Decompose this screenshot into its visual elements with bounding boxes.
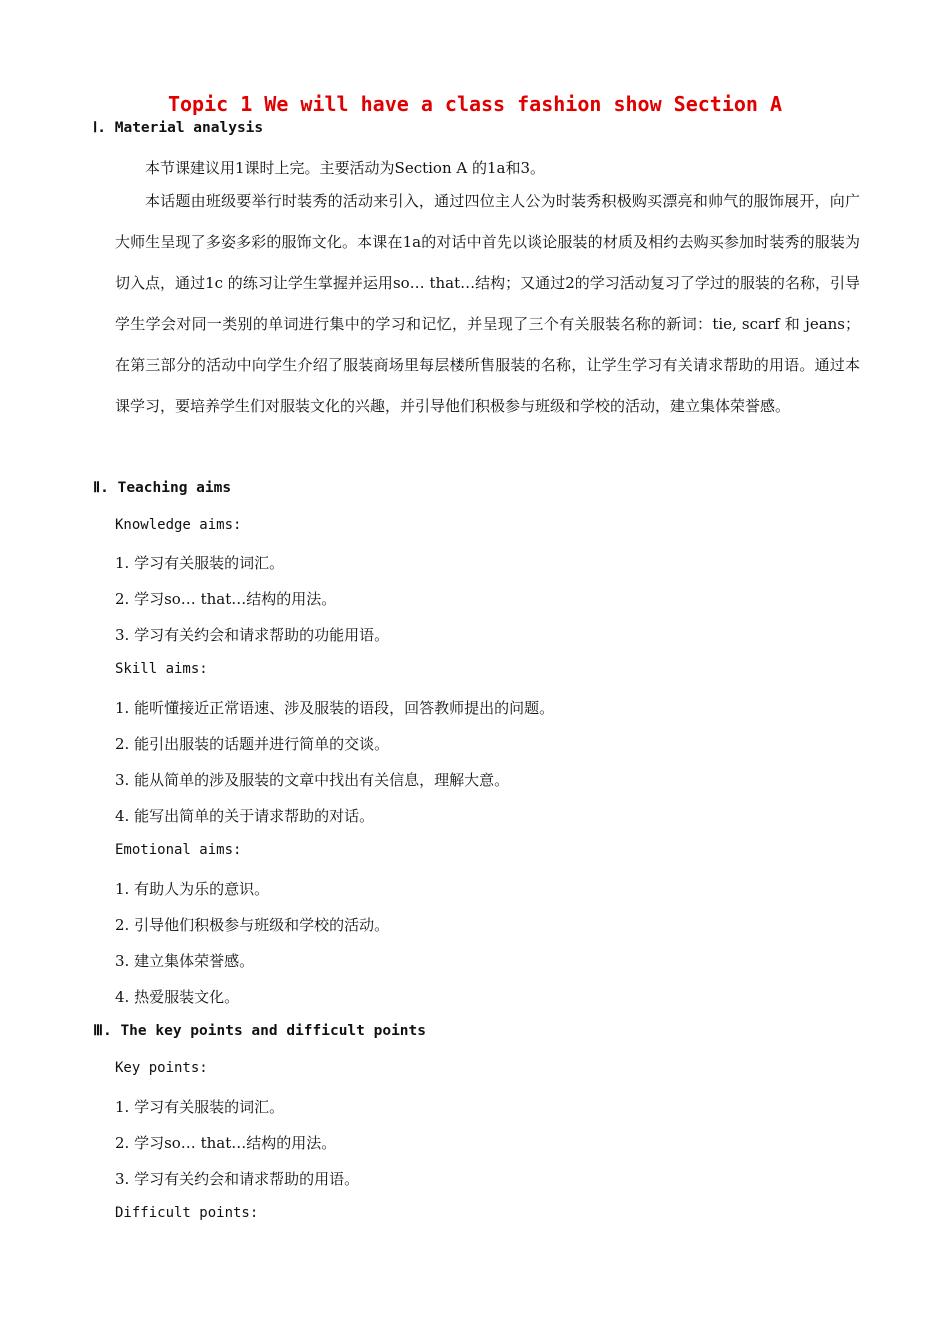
list-item: 4. 能写出简单的关于请求帮助的对话。 <box>115 807 375 825</box>
list-item: 1. 有助人为乐的意识。 <box>115 880 270 898</box>
paragraph-topic-intro: 本话题由班级要举行时装秀的活动来引入，通过四位主人公为时装秀积极购买漂亮和帅气的服饰展开，向广大师生呈现了多姿多彩的服饰文化。本课在1a的对话中首先以谈论服装的材质及相约去购买参加时装秀的服装为切入点，通过1c 的练习让学生掌握并运用so… that…结构；又通过2的学习活动复习了学过的服装的名称，引导学生学会对同一类别的单词进行集中的学习和记忆，并呈现了三个有关服装名称的新词：tie, scarf 和 jeans；在第三部分的活动中向学生介绍了服装商场里每层楼所售服装的名称，让学生学习有关请求帮助的用语。通过本课学习，要培养学生们对服装文化的兴趣，并引导他们积极参与班级和学校的活动，建立集体荣誉感。 <box>115 192 860 415</box>
list-item: 1. 学习有关服装的词汇。 <box>115 1098 285 1116</box>
difficult-points-label: Difficult points: <box>115 1205 259 1221</box>
list-item: 2. 学习so… that…结构的用法。 <box>115 1134 337 1152</box>
paragraph-lesson-plan: 本节课建议用1课时上完。主要活动为Section A 的1a和3。 <box>145 159 546 177</box>
list-item: 1. 能听懂接近正常语速、涉及服装的语段，回答教师提出的问题。 <box>115 699 555 717</box>
list-item: 3. 学习有关约会和请求帮助的功能用语。 <box>115 626 390 644</box>
list-item: 3. 能从简单的涉及服装的文章中找出有关信息，理解大意。 <box>115 771 510 789</box>
list-item: 1. 学习有关服装的词汇。 <box>115 554 285 572</box>
list-item: 2. 能引出服装的话题并进行简单的交谈。 <box>115 735 390 753</box>
list-item: 3. 建立集体荣誉感。 <box>115 952 255 970</box>
list-item: 2. 学习so… that…结构的用法。 <box>115 590 337 608</box>
list-item: 3. 学习有关约会和请求帮助的用语。 <box>115 1170 360 1188</box>
emotional-aims-label: Emotional aims: <box>115 842 242 858</box>
section-heading-material-analysis: Ⅰ. Material analysis <box>93 120 264 136</box>
list-item: 4. 热爱服装文化。 <box>115 988 240 1006</box>
key-points-label: Key points: <box>115 1060 208 1076</box>
page-title: Topic 1 We will have a class fashion show Section A <box>167 92 783 116</box>
section-heading-key-points: Ⅲ. The key points and difficult points <box>93 1023 426 1039</box>
knowledge-aims-label: Knowledge aims: <box>115 517 242 533</box>
skill-aims-label: Skill aims: <box>115 661 208 677</box>
section-heading-teaching-aims: Ⅱ. Teaching aims <box>93 480 232 496</box>
list-item: 2. 引导他们积极参与班级和学校的活动。 <box>115 916 390 934</box>
